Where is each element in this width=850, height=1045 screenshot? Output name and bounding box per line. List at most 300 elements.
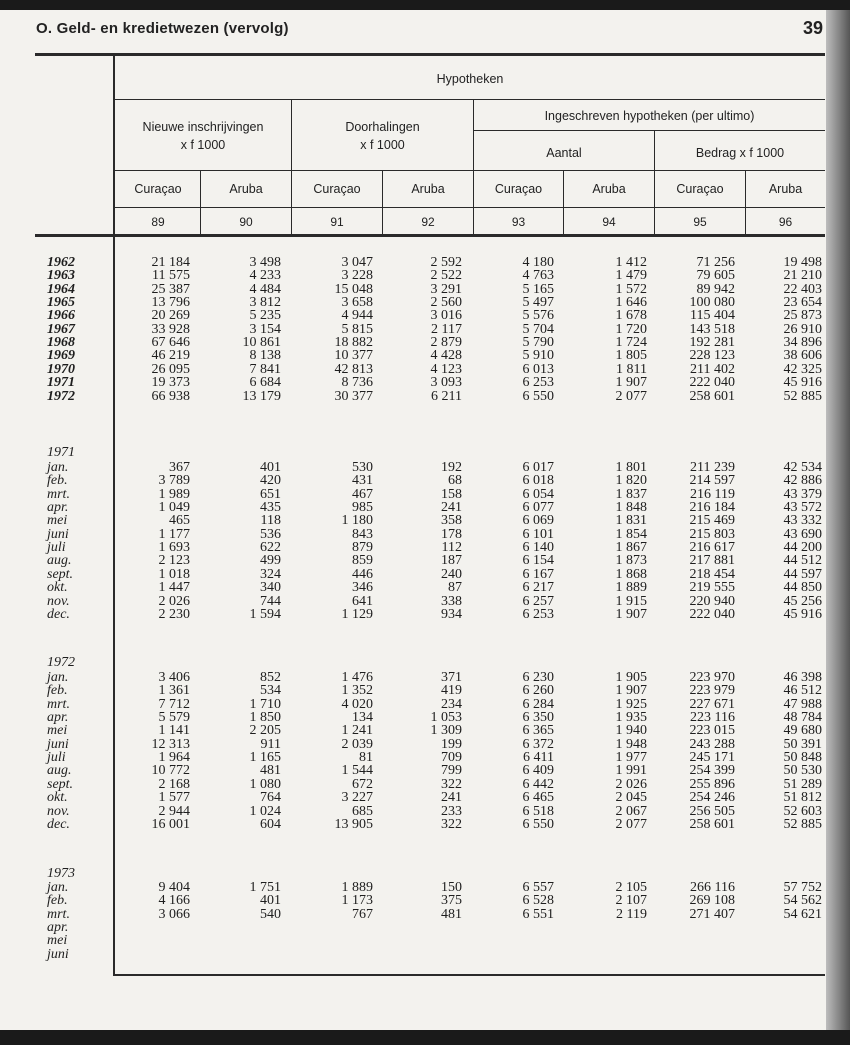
- table-cell: 530: [352, 460, 373, 475]
- table-cell: 10 861: [242, 335, 281, 351]
- table-row: [0, 608, 832, 622]
- table-cell: 216 119: [690, 486, 735, 502]
- table-cell: 269 108: [689, 893, 735, 909]
- table-cell: 52 603: [783, 803, 822, 819]
- table-cell: 5 910: [522, 348, 554, 364]
- table-cell: 2 230: [158, 606, 190, 622]
- table-cell: 1 180: [341, 513, 373, 529]
- table-cell: 23 654: [783, 295, 822, 311]
- table-cell: 6 550: [522, 388, 554, 404]
- table-cell: 5 235: [249, 308, 281, 324]
- table-cell: 338: [441, 593, 462, 609]
- table-cell: 1 447: [158, 580, 190, 596]
- table-cell: 1 479: [615, 268, 647, 284]
- table-cell: 89 942: [696, 281, 735, 297]
- table-cell: 4 233: [249, 268, 281, 284]
- table-cell: 651: [260, 486, 281, 502]
- row-label: 1964: [47, 281, 75, 297]
- table-cell: 1 352: [341, 683, 373, 699]
- row-label: feb.: [47, 473, 68, 489]
- table-cell: 46 219: [151, 348, 190, 364]
- table-cell: 481: [260, 763, 281, 779]
- table-cell: 1 173: [341, 893, 373, 909]
- table-cell: 38 606: [783, 348, 822, 364]
- table-cell: 12 313: [151, 736, 190, 752]
- table-cell: 467: [352, 486, 373, 502]
- table-cell: 367: [169, 460, 190, 475]
- table-cell: 42 325: [783, 361, 822, 377]
- table-cell: 2 522: [430, 268, 462, 284]
- table-cell: 227 671: [689, 696, 735, 712]
- table-cell: 1 805: [615, 348, 647, 364]
- table-cell: 6 551: [522, 906, 554, 922]
- table-cell: 1 889: [615, 580, 647, 596]
- row-label: mei: [47, 933, 68, 949]
- table-cell: 2 045: [615, 790, 647, 806]
- table-cell: 42 813: [334, 361, 373, 377]
- table-cell: 2 123: [158, 553, 190, 569]
- column-number: 90: [239, 215, 253, 229]
- table-cell: 6 465: [522, 790, 554, 806]
- table-cell: 2 879: [430, 335, 462, 351]
- table-cell: 44 597: [783, 566, 822, 582]
- table-cell: 3 047: [341, 255, 373, 270]
- table-cell: 187: [441, 553, 462, 569]
- table-cell: 641: [352, 593, 373, 609]
- row-label: mei: [47, 723, 68, 739]
- table-row: [0, 908, 832, 922]
- rule-under-subheaders: [115, 207, 825, 208]
- table-cell: 843: [352, 526, 373, 542]
- table-cell: 6 054: [522, 486, 554, 502]
- table-cell: 67 646: [151, 335, 190, 351]
- table-cell: 52 885: [783, 816, 822, 832]
- table-cell: 42 534: [783, 460, 822, 475]
- table-cell: 33 928: [151, 321, 190, 337]
- table-cell: 6 013: [522, 361, 554, 377]
- table-cell: 5 815: [341, 321, 373, 337]
- table-cell: 879: [352, 540, 373, 556]
- row-label: mrt.: [47, 486, 70, 502]
- row-label: apr.: [47, 500, 69, 516]
- table-cell: 709: [441, 750, 462, 766]
- table-cell: 254 246: [689, 790, 735, 806]
- table-cell: 3 291: [430, 281, 462, 297]
- table-cell: 371: [441, 670, 462, 685]
- table-cell: 1 915: [615, 593, 647, 609]
- table-cell: 25 387: [151, 281, 190, 297]
- table-cell: 2 026: [158, 593, 190, 609]
- table-cell: 8 138: [249, 348, 281, 364]
- table-cell: 3 093: [430, 375, 462, 391]
- table-cell: 233: [441, 803, 462, 819]
- table-cell: 499: [260, 553, 281, 569]
- table-cell: 1 907: [615, 606, 647, 622]
- table-cell: 214 597: [689, 473, 735, 489]
- table-cell: 10 377: [334, 348, 373, 364]
- row-label: aug.: [47, 553, 72, 569]
- table-cell: 1 080: [249, 776, 281, 792]
- row-label: 1971: [47, 375, 75, 391]
- row-label: dec.: [47, 606, 70, 622]
- table-cell: 1 177: [158, 526, 190, 542]
- table-cell: 322: [441, 776, 462, 792]
- table-cell: 1 646: [615, 295, 647, 311]
- table-cell: 859: [352, 553, 373, 569]
- table-cell: 322: [441, 816, 462, 832]
- table-cell: 46 398: [783, 670, 822, 685]
- table-cell: 217 881: [689, 553, 735, 569]
- table-cell: 3 812: [249, 295, 281, 311]
- subheader-curacao: Curaçao: [494, 182, 543, 196]
- table-cell: 6 372: [522, 736, 554, 752]
- table-cell: 6 365: [522, 723, 554, 739]
- subheader-aruba: Aruba: [411, 182, 445, 196]
- table-cell: 218 454: [689, 566, 735, 582]
- table-cell: 4 166: [158, 893, 190, 909]
- table-row: [0, 921, 832, 935]
- column-number: 95: [693, 215, 707, 229]
- table-cell: 48 784: [783, 710, 822, 726]
- table-cell: 51 289: [783, 776, 822, 792]
- table-cell: 134: [352, 710, 373, 726]
- rule-top: [35, 53, 825, 56]
- table-cell: 1 241: [341, 723, 373, 739]
- table-cell: 2 205: [249, 723, 281, 739]
- section-label: 1973: [47, 866, 75, 881]
- table-cell: 50 848: [783, 750, 822, 766]
- table-cell: 68: [448, 473, 462, 489]
- table-cell: 222 040: [689, 606, 735, 622]
- table-cell: 6 253: [522, 606, 554, 622]
- subheader-curacao: Curaçao: [313, 182, 361, 196]
- table-cell: 6 557: [522, 880, 554, 895]
- table-cell: 43 379: [783, 486, 822, 502]
- table-cell: 2 077: [615, 388, 647, 404]
- table-cell: 1 831: [615, 513, 647, 529]
- table-cell: 52 885: [783, 388, 822, 404]
- table-cell: 1 412: [615, 255, 647, 270]
- table-cell: 4 484: [249, 281, 281, 297]
- table-cell: 266 116: [690, 880, 735, 895]
- table-row: [0, 390, 832, 404]
- table-cell: 6 528: [522, 893, 554, 909]
- table-cell: 258 601: [689, 388, 735, 404]
- table-cell: 5 790: [522, 335, 554, 351]
- table-cell: 6 154: [522, 553, 554, 569]
- row-label: 1966: [47, 308, 75, 324]
- table-cell: 6 018: [522, 473, 554, 489]
- row-label: 1965: [47, 295, 75, 311]
- table-cell: 100 080: [689, 295, 735, 311]
- table-cell: 256 505: [689, 803, 735, 819]
- table-cell: 223 979: [689, 683, 735, 699]
- table-cell: 211 239: [690, 460, 735, 475]
- table-cell: 420: [260, 473, 281, 489]
- table-cell: 5 497: [522, 295, 554, 311]
- table-cell: 118: [260, 513, 281, 529]
- table-cell: 852: [260, 670, 281, 685]
- table-cell: 1 935: [615, 710, 647, 726]
- table-cell: 19 498: [783, 255, 822, 270]
- row-label: sept.: [47, 566, 74, 582]
- subheader-aruba: Aruba: [768, 182, 803, 196]
- table-cell: 1 724: [615, 335, 647, 351]
- table-cell: 5 579: [158, 710, 190, 726]
- row-label: feb.: [47, 893, 68, 909]
- table-cell: 3 406: [158, 670, 190, 685]
- row-label: 1969: [47, 348, 75, 364]
- section-label: 1972: [47, 655, 75, 670]
- row-label: 1972: [47, 388, 75, 404]
- rule-bottom: [113, 974, 825, 976]
- table-cell: 25 873: [783, 308, 822, 324]
- table-row: [0, 818, 832, 832]
- table-cell: 1 925: [615, 696, 647, 712]
- header-cancellations: [292, 118, 473, 154]
- column-number: 92: [421, 215, 435, 229]
- row-label: jan.: [47, 670, 69, 685]
- table-cell: 2 067: [615, 803, 647, 819]
- table-cell: 22 403: [783, 281, 822, 297]
- row-label: nov.: [47, 593, 70, 609]
- row-label: juli: [47, 750, 66, 766]
- table-cell: 6 409: [522, 763, 554, 779]
- table-cell: 1 940: [615, 723, 647, 739]
- table-cell: 6 140: [522, 540, 554, 556]
- table-cell: 10 772: [151, 763, 190, 779]
- table-cell: 985: [352, 500, 373, 516]
- table-cell: 1 577: [158, 790, 190, 806]
- table-cell: 2 560: [430, 295, 462, 311]
- row-label: aug.: [47, 763, 72, 779]
- table-cell: 2 039: [341, 736, 373, 752]
- table-cell: 45 256: [783, 593, 822, 609]
- table-cell: 2 168: [158, 776, 190, 792]
- table-cell: 1 977: [615, 750, 647, 766]
- table-cell: 6 101: [522, 526, 554, 542]
- rule-under-col-groups: [115, 170, 825, 171]
- table-cell: 401: [260, 460, 281, 475]
- table-cell: 2 077: [615, 816, 647, 832]
- table-cell: 9 404: [158, 880, 190, 895]
- table-cell: 215 803: [689, 526, 735, 542]
- table-cell: 481: [441, 906, 462, 922]
- row-label: 1963: [47, 268, 75, 284]
- table-cell: 6 350: [522, 710, 554, 726]
- table-cell: 346: [352, 580, 373, 596]
- table-cell: 934: [441, 606, 462, 622]
- table-cell: 435: [260, 500, 281, 516]
- table-cell: 234: [441, 696, 462, 712]
- table-cell: 79 605: [696, 268, 735, 284]
- table-cell: 1 361: [158, 683, 190, 699]
- table-cell: 672: [352, 776, 373, 792]
- column-number: 94: [602, 215, 616, 229]
- table-cell: 465: [169, 513, 190, 529]
- table-cell: 13 796: [151, 295, 190, 311]
- table-cell: 4 180: [522, 255, 554, 270]
- table-cell: 211 402: [690, 361, 735, 377]
- table-cell: 13 905: [334, 816, 373, 832]
- table-cell: 1 693: [158, 540, 190, 556]
- table-cell: 4 123: [430, 361, 462, 377]
- table-cell: 2 107: [615, 893, 647, 909]
- table-cell: 245 171: [689, 750, 735, 766]
- table-cell: 112: [441, 540, 462, 556]
- table-cell: 1 964: [158, 750, 190, 766]
- table-cell: 44 200: [783, 540, 822, 556]
- table-cell: 21 184: [151, 255, 190, 270]
- row-label: sept.: [47, 776, 74, 792]
- header-label: Doorhalingen: [345, 120, 420, 134]
- table-row: [0, 948, 832, 962]
- table-cell: 192 281: [689, 335, 735, 351]
- table-cell: 5 704: [522, 321, 554, 337]
- table-cell: 6 284: [522, 696, 554, 712]
- table-cell: 43 332: [783, 513, 822, 529]
- table-cell: 150: [441, 880, 462, 895]
- table-cell: 1 854: [615, 526, 647, 542]
- table-cell: 685: [352, 803, 373, 819]
- table-cell: 4 020: [341, 696, 373, 712]
- table-cell: 431: [352, 473, 373, 489]
- row-label: mrt.: [47, 696, 70, 712]
- table-cell: 6 077: [522, 500, 554, 516]
- row-label: 1962: [47, 255, 75, 270]
- table-cell: 43 690: [783, 526, 822, 542]
- table-cell: 799: [441, 763, 462, 779]
- table-cell: 15 048: [334, 281, 373, 297]
- table-cell: 1 801: [615, 460, 647, 475]
- table-cell: 744: [260, 593, 281, 609]
- table-cell: 6 518: [522, 803, 554, 819]
- page-number: 39: [803, 18, 824, 38]
- table-cell: 271 407: [689, 906, 735, 922]
- table-cell: 47 988: [783, 696, 822, 712]
- table-cell: 3 066: [158, 906, 190, 922]
- table-cell: 43 572: [783, 500, 822, 516]
- table-cell: 3 227: [341, 790, 373, 806]
- table-cell: 46 512: [783, 683, 822, 699]
- table-cell: 401: [260, 893, 281, 909]
- table-cell: 446: [352, 566, 373, 582]
- table-cell: 215 469: [689, 513, 735, 529]
- row-label: 1967: [47, 321, 75, 337]
- table-cell: 2 105: [615, 880, 647, 895]
- table-cell: 44 850: [783, 580, 822, 596]
- table-cell: 419: [441, 683, 462, 699]
- table-cell: 1 129: [341, 606, 373, 622]
- table-cell: 1 544: [341, 763, 373, 779]
- table-cell: 6 684: [249, 375, 281, 391]
- section-label: 1971: [47, 445, 75, 460]
- table-cell: 57 752: [783, 880, 822, 895]
- table-cell: 50 530: [783, 763, 822, 779]
- header-amount: Bedrag x f 1000: [695, 146, 785, 160]
- rule-header-bottom: [35, 234, 825, 237]
- row-label: apr.: [47, 920, 69, 936]
- row-label: feb.: [47, 683, 68, 699]
- table-cell: 1 868: [615, 566, 647, 582]
- row-label: juli: [47, 540, 66, 556]
- table-cell: 2 944: [158, 803, 190, 819]
- table-cell: 222 040: [689, 375, 735, 391]
- table-cell: 8 736: [341, 375, 373, 391]
- row-label: juni: [47, 946, 69, 962]
- table-cell: 2 117: [431, 321, 462, 337]
- table-cell: 192: [441, 460, 462, 475]
- subheader-curacao: Curaçao: [134, 182, 182, 196]
- row-label: 1970: [47, 361, 75, 377]
- header-registered: Ingeschreven hypotheken (per ultimo): [544, 109, 755, 123]
- table-cell: 45 916: [783, 606, 822, 622]
- row-label: dec.: [47, 816, 70, 832]
- table-cell: 1 053: [430, 710, 462, 726]
- table-cell: 158: [441, 486, 462, 502]
- table-cell: 223 116: [690, 710, 735, 726]
- table-cell: 1 873: [615, 553, 647, 569]
- table-cell: 6 550: [522, 816, 554, 832]
- table-cell: 6 230: [522, 670, 554, 685]
- table-cell: 241: [441, 790, 462, 806]
- row-label: jan.: [47, 460, 69, 475]
- rule-under-group-title: [115, 99, 825, 100]
- table-cell: 3 154: [249, 321, 281, 337]
- table-cell: 7 841: [249, 361, 281, 377]
- table-cell: 1 850: [249, 710, 281, 726]
- table-cell: 51 812: [783, 790, 822, 806]
- table-cell: 45 916: [783, 375, 822, 391]
- table-cell: 1 309: [430, 723, 462, 739]
- row-label: juni: [47, 736, 69, 752]
- table-cell: 11 575: [152, 268, 190, 284]
- table-cell: 223 015: [689, 723, 735, 739]
- table-cell: 1 049: [158, 500, 190, 516]
- table-cell: 358: [441, 513, 462, 529]
- table-cell: 49 680: [783, 723, 822, 739]
- row-label: mrt.: [47, 906, 70, 922]
- table-cell: 534: [260, 683, 281, 699]
- header-label: Nieuwe inschrijvingen: [142, 120, 264, 134]
- table-cell: 42 886: [783, 473, 822, 489]
- table-cell: 258 601: [689, 816, 735, 832]
- table-cell: 223 970: [689, 670, 735, 685]
- table-cell: 324: [260, 566, 281, 582]
- table-cell: 6 217: [522, 580, 554, 596]
- table-cell: 1 907: [615, 683, 647, 699]
- table-cell: 3 228: [341, 268, 373, 284]
- table-cell: 540: [260, 906, 281, 922]
- table-cell: 66 938: [151, 388, 190, 404]
- table-cell: 219 555: [689, 580, 735, 596]
- table-cell: 536: [260, 526, 281, 542]
- table-cell: 50 391: [783, 736, 822, 752]
- table-cell: 6 411: [523, 750, 554, 766]
- table-cell: 6 442: [522, 776, 554, 792]
- table-cell: 764: [260, 790, 281, 806]
- table-cell: 20 269: [151, 308, 190, 324]
- table-cell: 18 882: [334, 335, 373, 351]
- column-number: 91: [330, 215, 344, 229]
- table-cell: 26 910: [783, 321, 822, 337]
- table-cell: 622: [260, 540, 281, 556]
- table-cell: 54 621: [783, 906, 822, 922]
- table-cell: 71 256: [696, 255, 735, 270]
- header-unit: x f 1000: [360, 138, 405, 152]
- table-cell: 2 592: [430, 255, 462, 270]
- table-cell: 2 119: [616, 906, 647, 922]
